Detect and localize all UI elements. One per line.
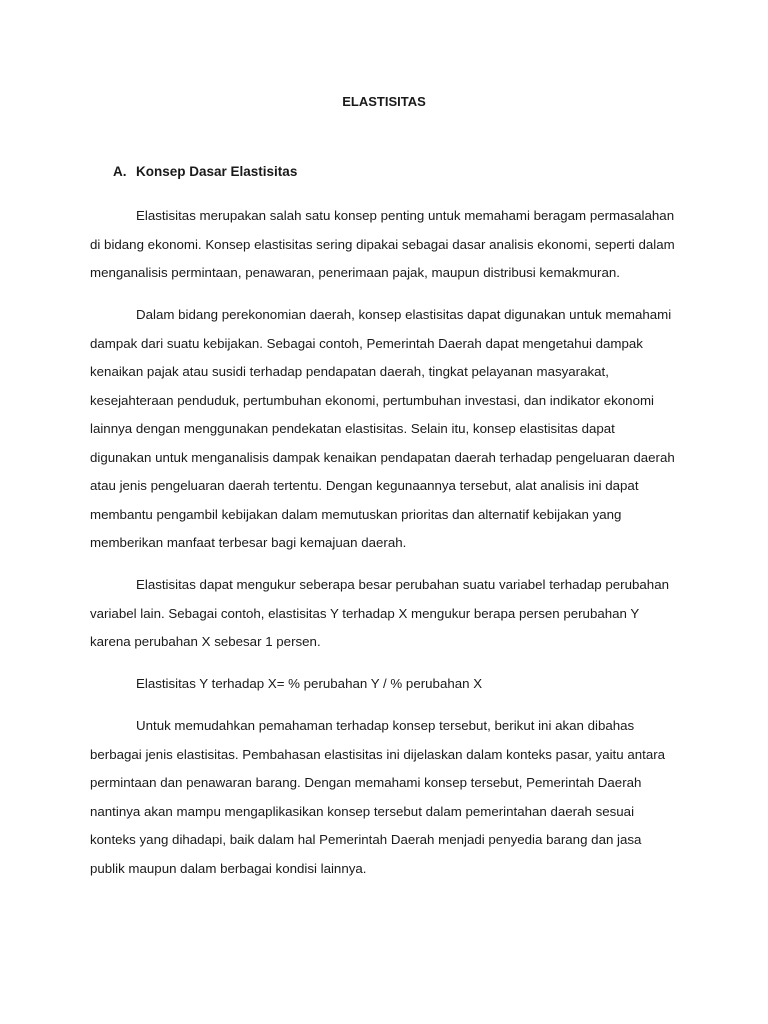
section-letter: A.: [113, 164, 127, 179]
paragraph-intro: Elastisitas merupakan salah satu konsep penting untuk memahami beragam permasalahan di bidang ekonomi. Konsep elastisitas sering dipakai sebagai dasar analisis ekonomi, seperti dalam menganalisis permintaan, penawaran, penerimaan pajak, maupun distribusi kemakmuran.: [90, 208, 675, 280]
paragraph-regional-economy: Dalam bidang perekonomian daerah, konsep elastisitas dapat digunakan untuk memahami dampak dari suatu kebijakan. Sebagai contoh, Pemerintah Daerah dapat mengetahui dampak kenaikan pajak atau susidi terhadap pendapatan daerah, tingkat pelayanan masyarakat, kesejahteraan penduduk, pertumbuhan ekonomi, pertumbuhan investasi, dan indikator ekonomi lainnya dengan menggunakan pendekatan elastisitas. Selain itu, konsep elastisitas dapat digunakan untuk menganalisis dampak kenaikan pendapatan daerah terhadap pengeluaran daerah atau jenis pengeluaran daerah tertentu. Dengan kegunaannya tersebut, alat analisis ini dapat membantu pengambil kebijakan dalam memutuskan prioritas dan alternatif kebijakan yang memberikan manfaat terbesar bagi kemajuan daerah.: [90, 307, 675, 550]
elasticity-formula: Elastisitas Y terhadap X= % perubahan Y / % perubahan X: [136, 676, 483, 691]
document-body: [90, 202, 676, 897]
paragraph-types: Untuk memudahkan pemahaman terhadap konsep tersebut, berikut ini akan dibahas berbagai jenis elastisitas. Pembahasan elastisitas ini dijelaskan dalam konteks pasar, yaitu antara permintaan dan penawaran barang. Dengan memahami konsep tersebut, Pemerintah Daerah nantinya akan mampu mengaplikasikan konsep tersebut dalam pemerintahan daerah sesuai konteks yang dihadapi, baik dalam hal Pemerintah Daerah menjadi penyedia barang dan jasa publik maupun dalam berbagai kondisi lainnya.: [90, 718, 666, 876]
section-heading: [113, 163, 297, 181]
document-title: ELASTISITAS: [342, 94, 426, 109]
paragraph-measurement: Elastisitas dapat mengukur seberapa besar perubahan suatu variabel terhadap perubahan variabel lain. Sebagai contoh, elastisitas Y terhadap X mengukur berapa persen perubahan Y karena perubahan X sebesar 1 persen.: [90, 577, 669, 649]
section-heading-text: Konsep Dasar Elastisitas: [136, 164, 298, 179]
